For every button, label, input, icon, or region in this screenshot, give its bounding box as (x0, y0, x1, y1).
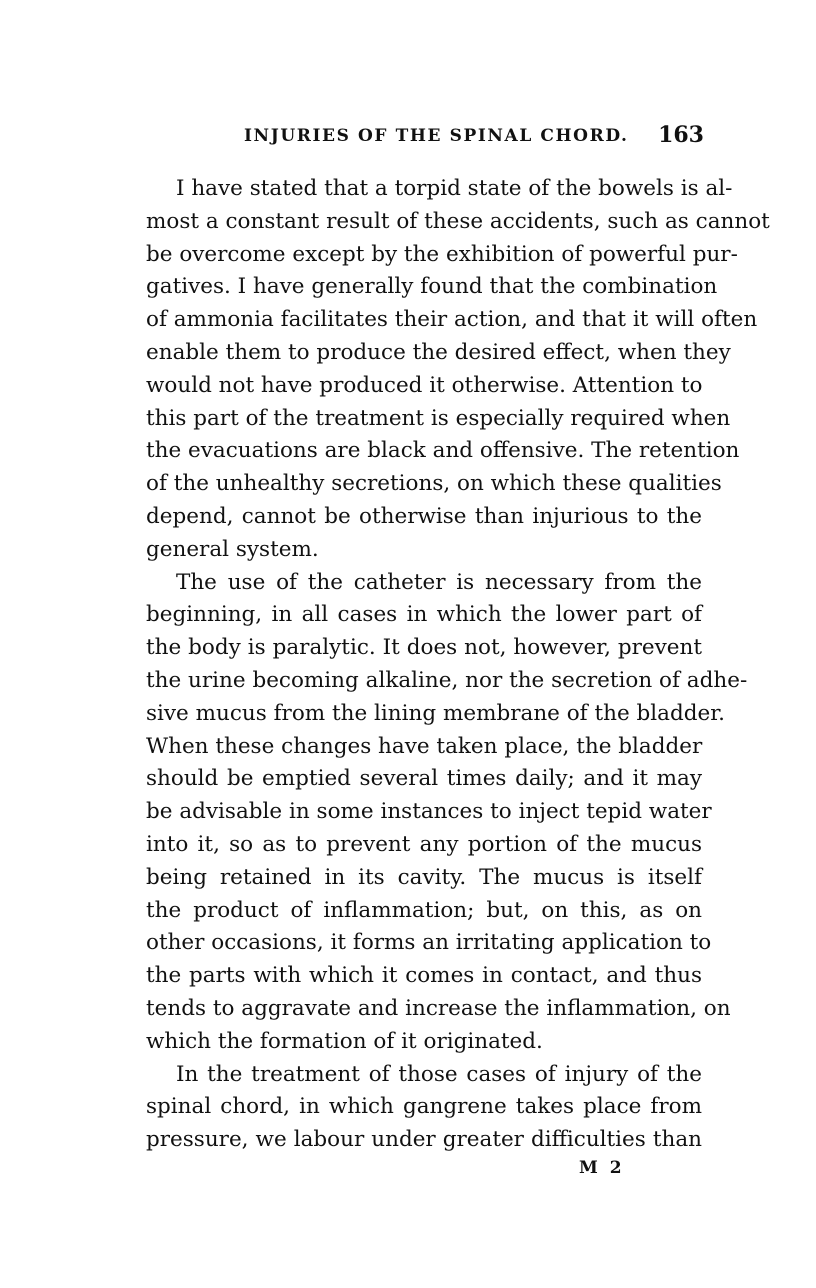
text-line: which the formation of it originated. (146, 1028, 543, 1054)
text-line: be advisable in some instances to inject tepid water (146, 799, 712, 825)
text-line: most a constant result of these accidents, such as cannot (146, 208, 770, 234)
text-line: sive mucus from the lining membrane of the bladder. (146, 700, 725, 726)
text-line: enable them to produce the desired effect, when they (146, 339, 731, 365)
body-text (146, 173, 770, 1157)
text-line: gatives. I have generally found that the combination (146, 274, 718, 300)
text-line: the evacuations are black and offensive. The retention (146, 438, 740, 464)
text-line: general system. (146, 536, 319, 562)
text-line: beginning, in all cases in which the lower part of (146, 602, 702, 628)
running-header (244, 122, 704, 152)
text-line: the body is paralytic. It does not, however, prevent (146, 635, 702, 661)
text-line: would not have produced it otherwise. Attention to (146, 372, 703, 398)
text-line: being retained in its cavity. The mucus is itself (146, 864, 702, 890)
text-line: I have stated that a torpid state of the bowels is al- (176, 176, 733, 201)
text-line: of ammonia facilitates their action, and that it will often (146, 307, 758, 333)
text-line: other occasions, it forms an irritating application to (146, 930, 712, 956)
text-line: spinal chord, in which gangrene takes place from (146, 1094, 702, 1120)
text-line: depend, cannot be otherwise than injurious to the (146, 503, 702, 529)
text-line: When these changes have taken place, the bladder (146, 733, 703, 759)
running-title: INJURIES OF THE SPINAL CHORD. (244, 126, 629, 146)
page-number: 163 (658, 122, 704, 148)
text-line: pressure, we labour under greater difficulties than (146, 1127, 702, 1153)
text-line: The use of the catheter is necessary from the (176, 569, 702, 595)
signature-mark: M 2 (579, 1158, 625, 1178)
text-line: of the unhealthy secretions, on which these qualities (146, 471, 722, 497)
paragraph-bowels (146, 173, 770, 567)
text-line: this part of the treatment is especially required when (146, 405, 731, 431)
text-line: the product of inflammation; but, on this, as on (146, 897, 702, 923)
text-line: be overcome except by the exhibition of powerful pur- (146, 241, 738, 267)
text-line: the urine becoming alkaline, nor the secretion of adhe- (146, 667, 748, 693)
text-line: should be emptied several times daily; and it may (146, 766, 702, 792)
text-line: tends to aggravate and increase the inflammation, on (146, 995, 731, 1021)
text-line: the parts with which it comes in contact, and thus (146, 963, 702, 989)
paragraph-catheter (146, 567, 748, 1059)
paragraph-gangrene (146, 1059, 702, 1157)
text-line: into it, so as to prevent any portion of the mucus (146, 831, 702, 857)
text-line: In the treatment of those cases of injury of the (176, 1061, 702, 1087)
